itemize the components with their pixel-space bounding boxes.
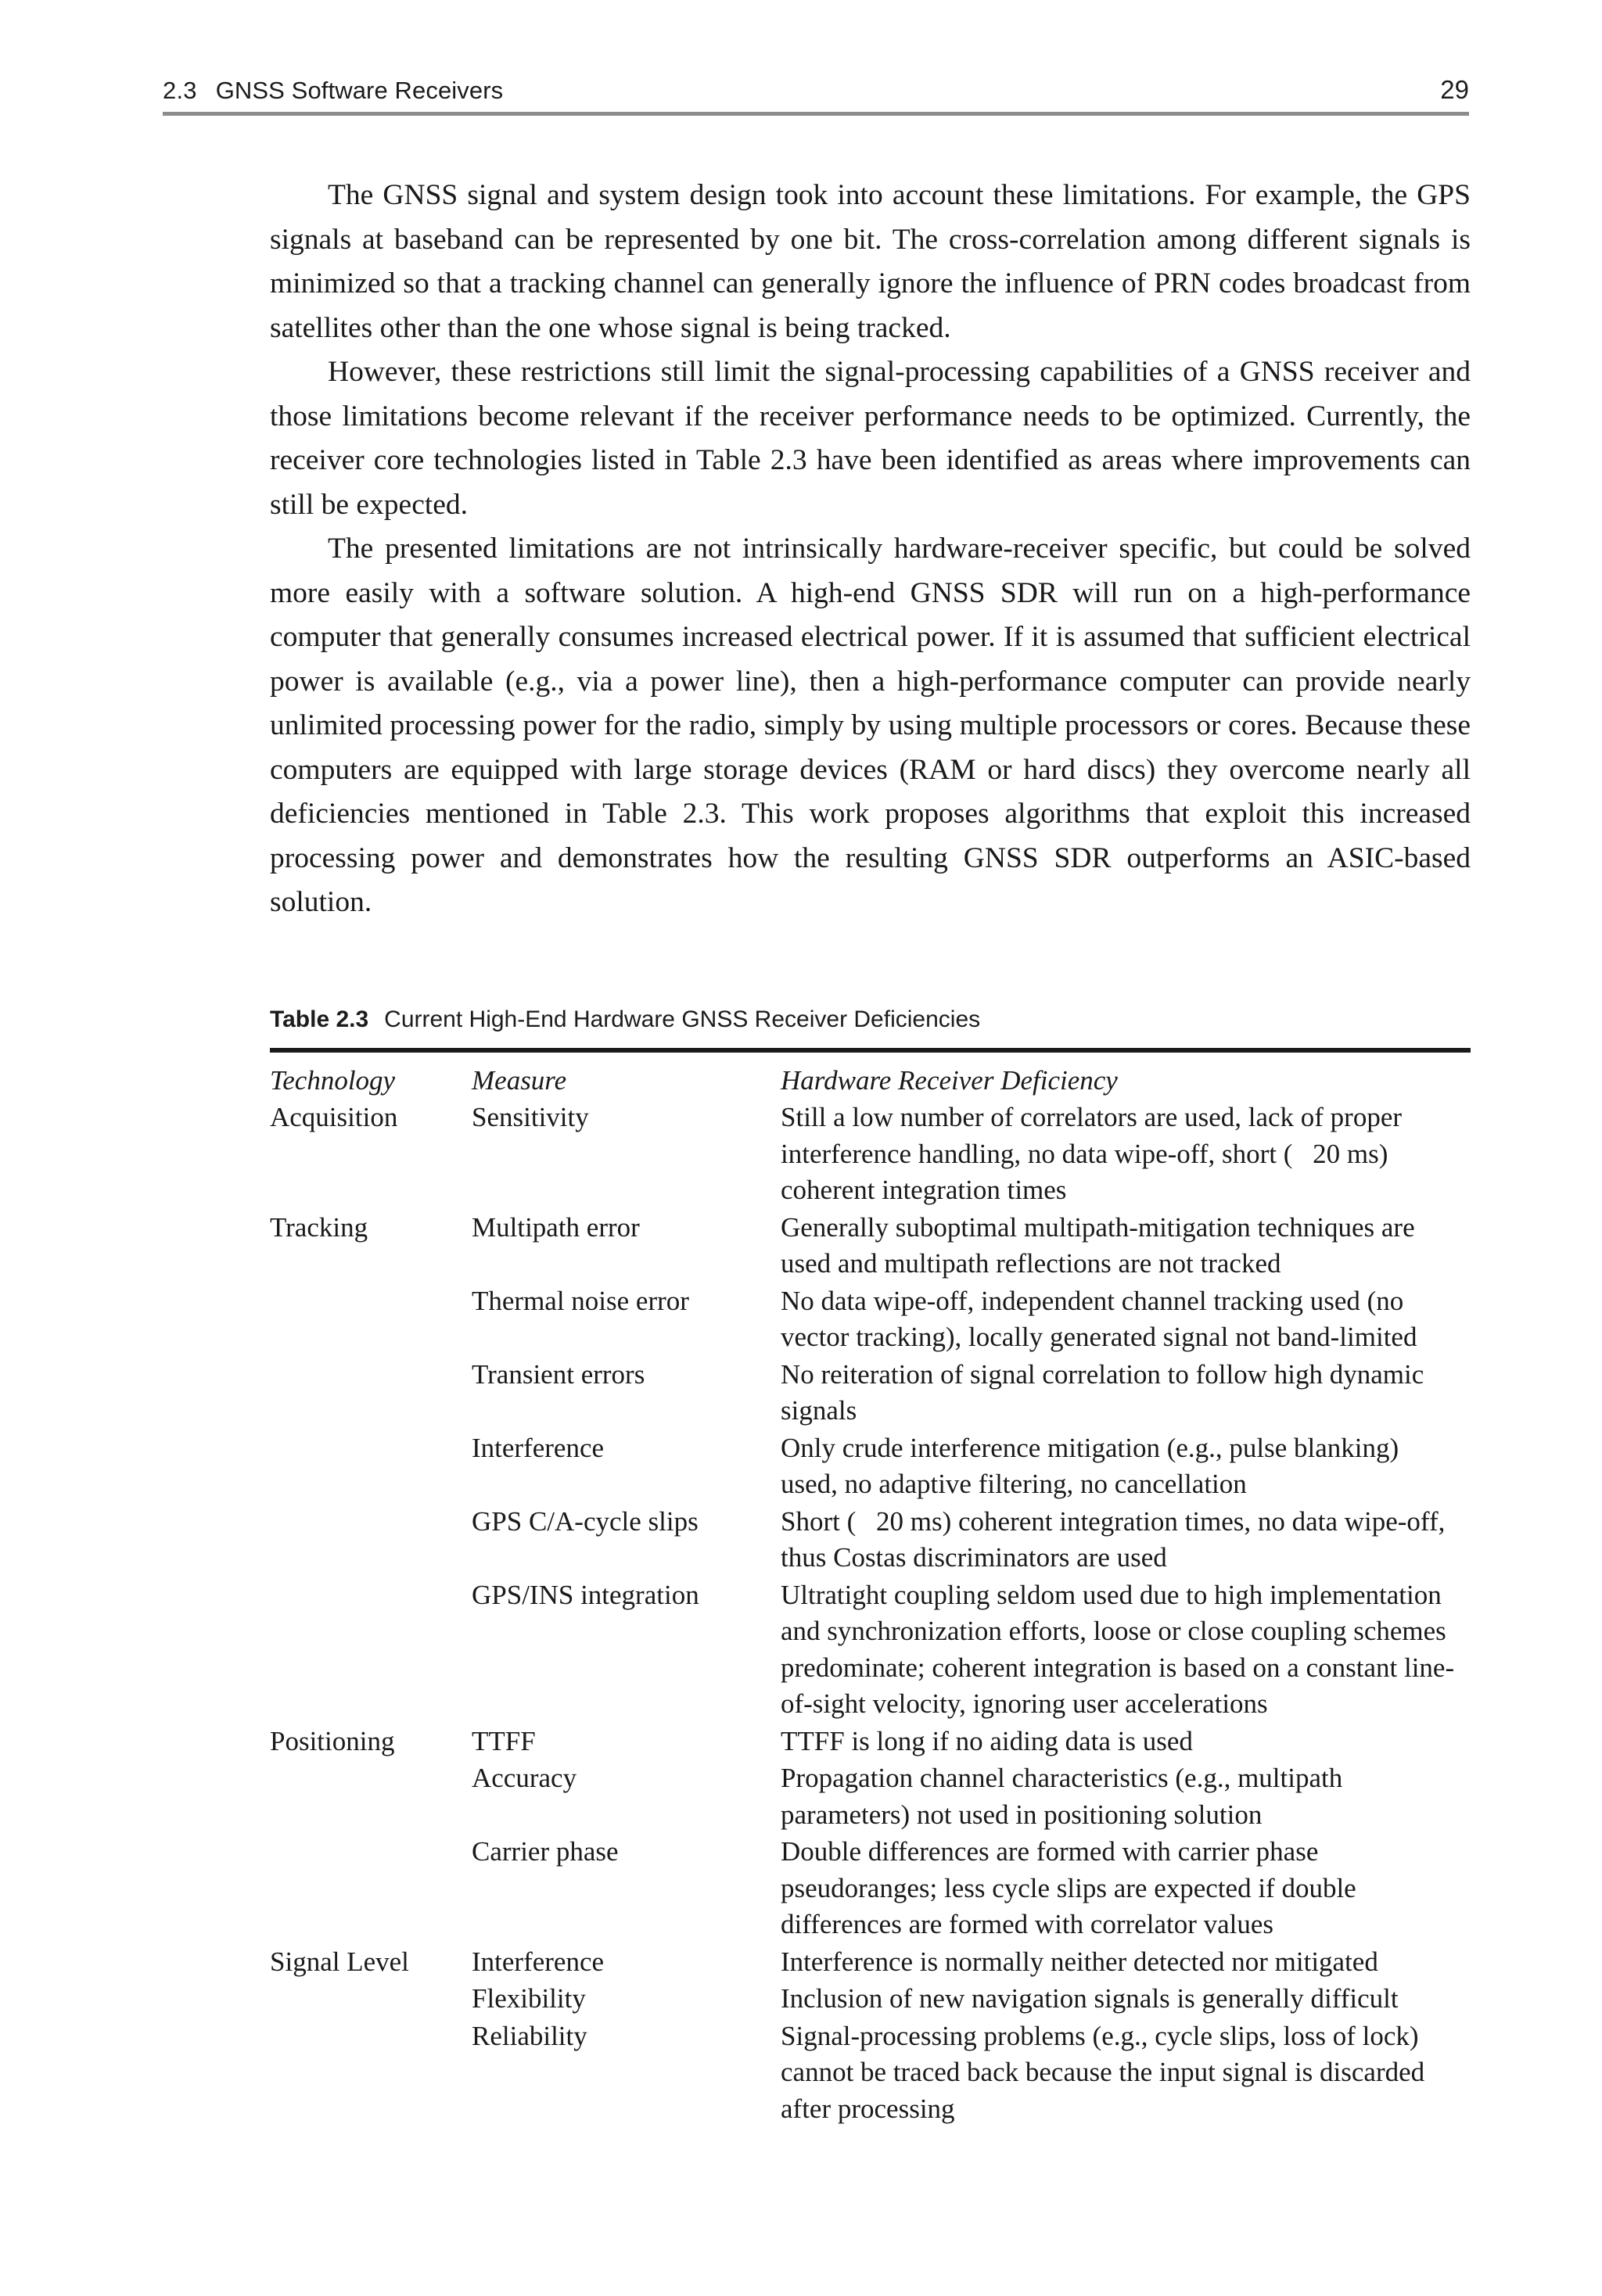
cell-measure: Sensitivity bbox=[472, 1102, 589, 1132]
paragraph-1: The GNSS signal and system design took into account these limitations. For example, the GPS signals at baseband can be represented by one bit. The cross-correlation among different signals is minimized so that a tracking channel can generally ignore the influence of PRN codes broadcast from satellites other than the one whose signal is being tracked. bbox=[270, 179, 1471, 344]
table-row bbox=[270, 1357, 1471, 1430]
cell-technology: Positioning bbox=[270, 1725, 395, 1756]
cell-measure: Flexibility bbox=[472, 1983, 586, 2014]
table-row bbox=[270, 1210, 1471, 1283]
table-row bbox=[270, 1724, 1471, 1761]
table-row bbox=[270, 1504, 1471, 1577]
table-top-rule bbox=[270, 1048, 1471, 1053]
column-header-deficiency: Hardware Receiver Deficiency bbox=[781, 1065, 1118, 1096]
table-row bbox=[270, 1981, 1471, 2018]
cell-deficiency: No data wipe-off, independent channel tracking used (no vector tracking), locally generated signal not band-limited bbox=[781, 1285, 1417, 1352]
cell-deficiency: TTFF is long if no aiding data is used bbox=[781, 1725, 1193, 1756]
table-row bbox=[270, 1283, 1471, 1357]
table-caption bbox=[270, 1006, 1471, 1033]
table-row bbox=[270, 1430, 1471, 1504]
cell-measure: GPS C/A-cycle slips bbox=[472, 1505, 699, 1537]
cell-technology bbox=[270, 1760, 472, 1834]
cell-technology bbox=[270, 2018, 472, 2129]
body-text bbox=[270, 174, 1471, 925]
cell-deficiency: Signal-processing problems (e.g., cycle slips, loss of lock) cannot be traced back because the input signal is discarded after processing bbox=[781, 2020, 1425, 2124]
cell-technology: Signal Level bbox=[270, 1946, 409, 1977]
table-row bbox=[270, 1760, 1471, 1834]
running-head bbox=[163, 75, 1469, 105]
table-body bbox=[270, 1100, 1471, 2128]
cell-deficiency: Ultratight coupling seldom used due to high implementation and synchronization efforts, loose or close coupling schemes predominate; coherent integration is based on a constant line-of-sight velocity, ignoring user accelerations bbox=[781, 1579, 1455, 1719]
table-caption-label: Table 2.3 bbox=[270, 1006, 369, 1032]
cell-deficiency: No reiteration of signal correlation to follow high dynamic signals bbox=[781, 1358, 1424, 1426]
cell-technology bbox=[270, 1834, 472, 1944]
table-row bbox=[270, 1100, 1471, 1210]
cell-deficiency: Interference is normally neither detected nor mitigated bbox=[781, 1946, 1378, 1977]
cell-technology bbox=[270, 1430, 472, 1504]
cell-deficiency: Inclusion of new navigation signals is generally difficult bbox=[781, 1983, 1399, 2014]
page-number: 29 bbox=[1440, 75, 1469, 104]
running-head-left bbox=[163, 77, 503, 105]
cell-deficiency: Short ( 20 ms) coherent integration times, no data wipe-off, thus Costas discriminators are used bbox=[781, 1505, 1446, 1573]
cell-measure: Transient errors bbox=[472, 1358, 645, 1390]
cell-measure: Accuracy bbox=[472, 1763, 577, 1793]
cell-measure: Reliability bbox=[472, 2020, 587, 2051]
cell-measure: TTFF bbox=[472, 1725, 536, 1756]
cell-deficiency: Only crude interference mitigation (e.g., pulse blanking) used, no adaptive filtering, no cancellation bbox=[781, 1432, 1399, 1499]
cell-deficiency: Propagation channel characteristics (e.g., multipath parameters) not used in positioning solution bbox=[781, 1763, 1343, 1830]
cell-measure: Thermal noise error bbox=[472, 1285, 689, 1316]
running-head-rule bbox=[163, 112, 1469, 116]
cell-deficiency: Generally suboptimal multipath-mitigation techniques are used and multipath reflections are not tracked bbox=[781, 1211, 1415, 1279]
paragraph-2: However, these restrictions still limit the signal-processing capabilities of a GNSS receiver and those limitations become relevant if the receiver performance needs to be optimized. Currently, the receiver core technologies listed in Table 2.3 have been identified as areas where improvements can still be expected. bbox=[270, 356, 1471, 521]
cell-measure: Multipath error bbox=[472, 1211, 640, 1243]
cell-technology bbox=[270, 1357, 472, 1430]
cell-technology bbox=[270, 1577, 472, 1724]
running-head-section-number: 2.3 bbox=[163, 77, 197, 104]
running-head-section-title: GNSS Software Receivers bbox=[215, 77, 504, 104]
cell-technology: Acquisition bbox=[270, 1102, 398, 1132]
cell-technology bbox=[270, 1283, 472, 1357]
cell-measure: GPS/INS integration bbox=[472, 1579, 699, 1610]
cell-technology: Tracking bbox=[270, 1211, 368, 1243]
table-block bbox=[270, 1006, 1471, 2128]
table-header bbox=[270, 1062, 1471, 1100]
table-header-row bbox=[270, 1062, 1471, 1100]
cell-measure: Carrier phase bbox=[472, 1836, 619, 1867]
deficiencies-table bbox=[270, 1062, 1471, 2128]
table-row bbox=[270, 1944, 1471, 1982]
column-header-measure: Measure bbox=[472, 1065, 567, 1096]
cell-technology bbox=[270, 1981, 472, 2018]
table-row bbox=[270, 1577, 1471, 1724]
cell-deficiency: Double differences are formed with carrier phase pseudoranges; less cycle slips are expected if double differences are formed with correlator values bbox=[781, 1836, 1356, 1939]
cell-technology bbox=[270, 1504, 472, 1577]
cell-measure: Interference bbox=[472, 1946, 605, 1977]
table-row bbox=[270, 2018, 1471, 2129]
cell-deficiency: Still a low number of correlators are used, lack of proper interference handling, no data wipe-off, short ( 20 ms) coherent integration times bbox=[781, 1102, 1403, 1205]
cell-measure: Interference bbox=[472, 1432, 605, 1463]
paragraph-3: The presented limitations are not intrinsically hardware-receiver specific, but could be solved more easily with a software solution. A high-end GNSS SDR will run on a high-performance computer that generally consumes increased electrical power. If it is assumed that sufficient electrical power is available (e.g., via a power line), then a high-performance computer can provide nearly unlimited processing power for the radio, simply by using multiple processors or cores. Because these computers are equipped with large storage devices (RAM or hard discs) they overcome nearly all deficiencies mentioned in Table 2.3. This work proposes algorithms that exploit this increased processing power and demonstrates how the resulting GNSS SDR outperforms an ASIC-based solution. bbox=[270, 533, 1471, 918]
column-header-technology: Technology bbox=[270, 1065, 396, 1096]
table-caption-text: Current High-End Hardware GNSS Receiver Deficiencies bbox=[384, 1006, 981, 1032]
table-row bbox=[270, 1834, 1471, 1944]
